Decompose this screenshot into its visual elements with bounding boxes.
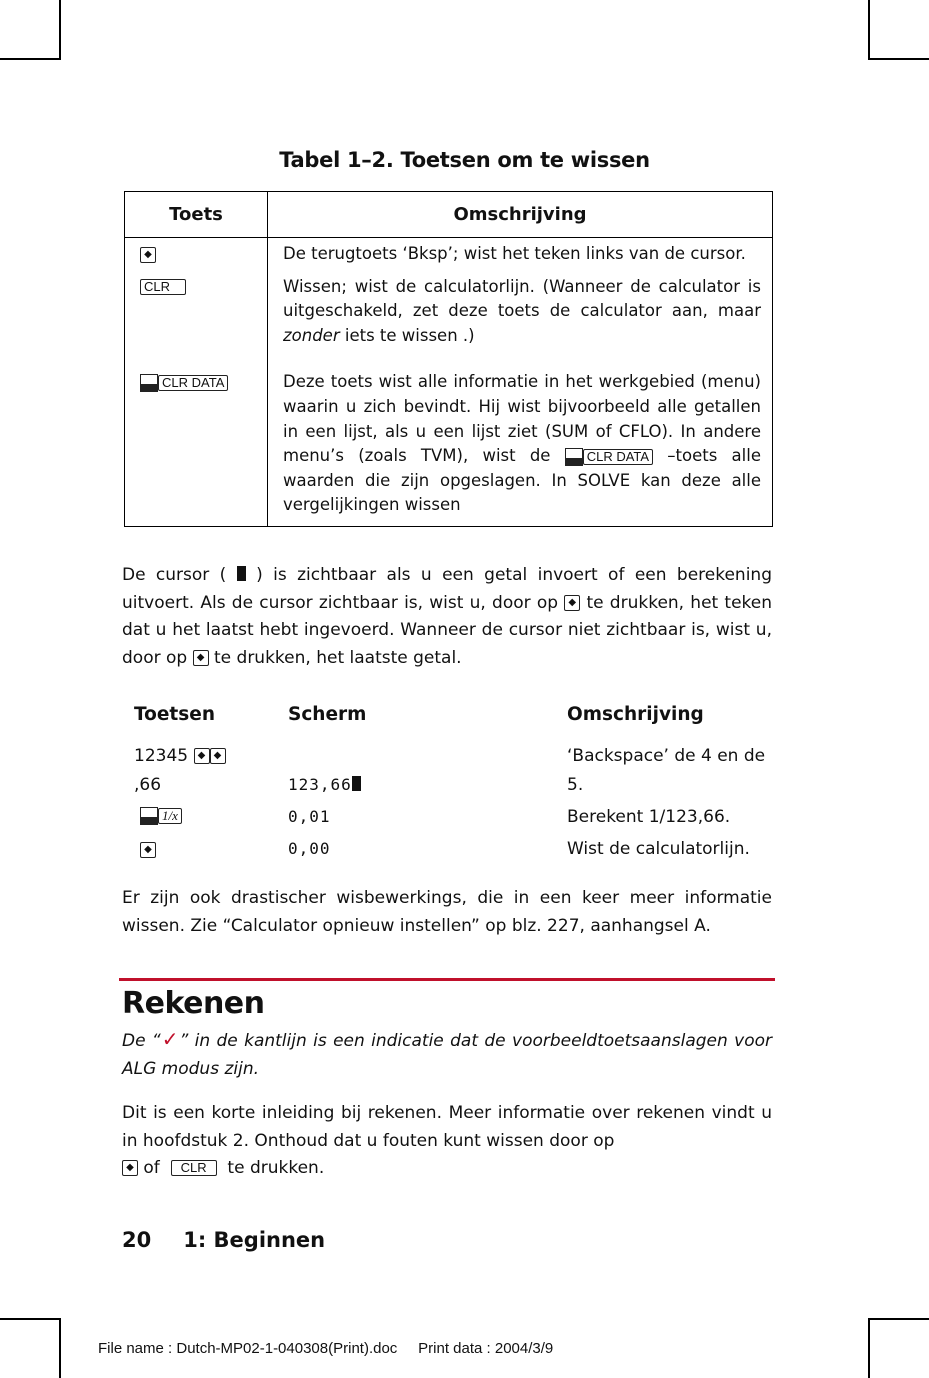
clr-key-icon: CLR <box>171 1160 217 1176</box>
cursor-paragraph: De cursor ( ) is zichtbaar als u een getal invoert of een berekening uitvoert. Als de cursor zichtbaar is, wist u, door op ◆ te drukken, het teken dat u het laatst hebt ingevoerd. Wanneer de cursor niet zichtbaar is, wist u, door op ◆ te drukken, het laatste getal. <box>122 565 773 668</box>
reset-paragraph: Er zijn ook drastischer wisbewerkings, die in een keer meer informatie wissen. Zie “Calculator opnieuw instellen” op blz. 227, aanhangsel A. <box>122 888 772 936</box>
table-title: Tabel 1–2. Toetsen om te wissen <box>279 148 650 172</box>
table-row <box>125 275 773 371</box>
table-row <box>125 370 773 526</box>
backspace-key-icon: ◆ <box>210 748 226 764</box>
backspace-key-icon: ◆ <box>193 650 209 666</box>
cursor-icon <box>237 566 246 581</box>
row-description: Wissen; wist de calculatorlijn. (Wanneer de calculator is uitgeschakeld, zet deze toets de calculator aan, maar zonder iets te wissen .) <box>268 275 773 371</box>
example-keys: ,66 <box>134 775 162 795</box>
shift-key-icon <box>565 448 583 466</box>
crop-mark <box>868 1318 929 1320</box>
file-info: File name : Dutch-MP02-1-040308(Print).doc Print data : 2004/3/9 <box>98 1340 554 1357</box>
crop-mark <box>59 0 61 60</box>
example-header-description: Omschrijving <box>567 704 704 725</box>
page-number: 20 <box>122 1228 152 1252</box>
section-rule <box>119 978 775 981</box>
crop-mark <box>868 1318 870 1378</box>
margin-note: De “✓” in de kantlijn is een indicatie dat de voorbeeldtoetsaanslagen voor ALG modus zijn. <box>122 1027 772 1079</box>
section-title: Rekenen <box>122 986 265 1021</box>
example-description: ‘Backspace’ de 4 en de <box>567 746 766 766</box>
example-keys: 12345 ◆ ◆ <box>134 746 226 766</box>
page-footer <box>122 1228 325 1252</box>
example-header-screen: Scherm <box>288 704 367 725</box>
example-keys <box>140 840 156 860</box>
check-mark-icon: ✓ <box>160 1027 180 1051</box>
lcd-display: 123,66 <box>288 775 361 794</box>
crop-mark <box>868 0 870 60</box>
example-description: Berekent 1/123,66. <box>567 807 731 827</box>
clr-data-key-icon: CLR DATA <box>583 449 653 465</box>
reciprocal-key-icon: 1/x <box>158 808 182 824</box>
arithmetic-paragraph: Dit is een korte inleiding bij rekenen. Meer informatie over rekenen vindt u in hoofdstuk 2. Onthoud dat u fouten kunt wissen door op ◆ of CLR te drukken. <box>122 1103 772 1178</box>
table-header-key: Toets <box>125 192 268 238</box>
backspace-key-icon: ◆ <box>122 1160 138 1176</box>
backspace-key-icon: ◆ <box>564 595 580 611</box>
clear-keys-table <box>124 191 773 527</box>
example-header-keys: Toetsen <box>134 704 215 725</box>
lcd-display: 0,00 <box>288 839 331 858</box>
crop-mark <box>0 58 60 60</box>
cursor-icon <box>352 776 361 791</box>
backspace-key-icon: ◆ <box>140 247 156 263</box>
crop-mark <box>59 1318 61 1378</box>
table-header-description: Omschrijving <box>268 192 773 238</box>
example-description: 5. <box>567 775 584 795</box>
clr-key-icon: CLR <box>140 279 186 295</box>
example-description: Wist de calculatorlijn. <box>567 839 750 859</box>
chapter-title: 1: Beginnen <box>183 1228 326 1252</box>
backspace-key-icon: ◆ <box>194 748 210 764</box>
example-keys <box>140 806 182 826</box>
crop-mark <box>0 1318 60 1320</box>
shift-key-icon <box>140 374 158 392</box>
crop-mark <box>868 58 929 60</box>
table-row <box>125 238 773 275</box>
row-description: De terugtoets ‘Bksp’; wist het teken links van de cursor. <box>268 238 773 275</box>
backspace-key-icon: ◆ <box>140 842 156 858</box>
shift-key-icon <box>140 807 158 825</box>
row-description: Deze toets wist alle informatie in het werkgebied (menu) waarin u zich bevindt. Hij wist bijvoorbeeld alle getallen in een lijst, als u een lijst ziet (SUM of CFLO). In andere menu’s (zoals TVM), wist de CLR DATA –toets alle waarden die zijn opgeslagen. In SOLVE kan deze alle vergelijkingen wissen <box>268 370 773 526</box>
lcd-display: 0,01 <box>288 807 331 826</box>
clr-data-key-icon: CLR DATA <box>158 375 228 391</box>
